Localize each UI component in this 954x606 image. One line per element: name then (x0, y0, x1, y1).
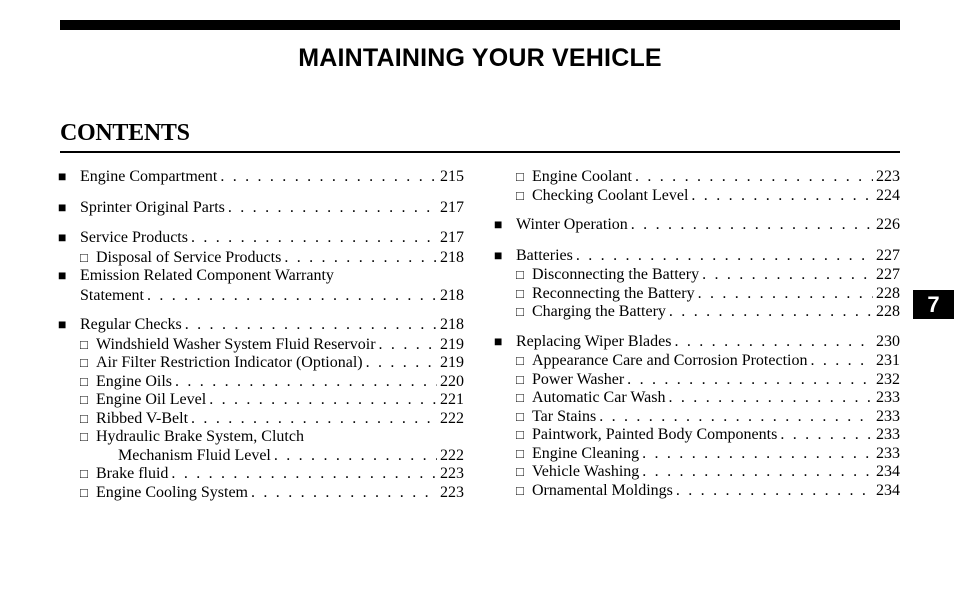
chapter-title: MAINTAINING YOUR VEHICLE (298, 44, 662, 72)
toc-page-number: 234 (876, 481, 900, 499)
dot-leader (627, 371, 873, 390)
toc-entry-label: Service Products (80, 229, 188, 246)
toc-entry-label: Engine Oil Level (96, 391, 207, 408)
toc-entry-label: Appearance Care and Corrosion Protection (532, 352, 808, 369)
toc-page-number: 218 (440, 316, 464, 333)
empty-square-bullet-icon: □ (80, 392, 88, 407)
toc-entry-label: Charging the Battery (532, 303, 666, 320)
dot-leader (669, 303, 873, 322)
toc-entry[interactable] (494, 333, 900, 353)
empty-square-bullet-icon: □ (516, 187, 524, 203)
toc-entry[interactable] (494, 463, 900, 482)
toc-entry-label: Sprinter Original Parts (80, 198, 225, 216)
toc-entry[interactable] (58, 267, 464, 305)
toc-entry-label: Disconnecting the Battery (532, 266, 700, 283)
empty-square-bullet-icon: □ (80, 336, 88, 352)
toc-entry[interactable] (58, 168, 464, 188)
toc-entry-label: Winter Operation (516, 216, 628, 233)
toc-page-number: 224 (876, 186, 900, 204)
filled-square-bullet-icon: ■ (58, 170, 67, 185)
toc-entry[interactable] (494, 389, 900, 408)
dot-leader (147, 287, 437, 306)
toc-entry-label: Batteries (516, 246, 573, 264)
dot-leader (185, 316, 437, 335)
dot-leader (366, 354, 437, 373)
toc-page-number: 223 (440, 483, 464, 501)
toc-entry[interactable] (494, 445, 900, 464)
toc-page-number: 222 (440, 446, 464, 464)
toc-entry[interactable] (494, 303, 900, 322)
toc-entry[interactable] (58, 199, 464, 219)
empty-square-bullet-icon: □ (80, 355, 88, 370)
dot-leader (284, 249, 437, 268)
toc-entry-label: Engine Cooling System (96, 483, 248, 501)
dot-leader (379, 336, 437, 355)
dot-leader (642, 445, 873, 464)
empty-square-bullet-icon: □ (516, 371, 524, 387)
empty-square-bullet-icon: □ (80, 410, 88, 426)
section-tab[interactable]: 7 (913, 290, 954, 319)
toc-entry[interactable] (494, 266, 900, 285)
toc-right-column (494, 168, 900, 500)
toc-entry[interactable] (58, 484, 464, 503)
toc-entry[interactable] (494, 216, 900, 236)
toc-page-number: 223 (440, 465, 464, 482)
toc-entry[interactable] (58, 354, 464, 373)
toc-entry[interactable] (494, 482, 900, 501)
toc-page-number: 233 (876, 444, 900, 462)
toc-left-column (58, 168, 464, 502)
filled-square-bullet-icon: ■ (58, 200, 67, 216)
empty-square-bullet-icon: □ (80, 484, 88, 500)
dot-leader (780, 426, 873, 445)
toc-page-number: 231 (876, 352, 900, 369)
top-rule (60, 20, 900, 30)
toc-entry-label: Engine Cleaning (532, 444, 640, 462)
toc-entry[interactable] (58, 336, 464, 355)
dot-leader (810, 352, 873, 371)
toc-page-number: 233 (876, 389, 900, 406)
toc-entry[interactable] (494, 408, 900, 427)
toc-page-number: 218 (440, 248, 464, 266)
filled-square-bullet-icon: ■ (58, 231, 67, 246)
empty-square-bullet-icon: □ (80, 429, 88, 444)
toc-entry[interactable] (494, 168, 900, 187)
toc-entry-label: Vehicle Washing (532, 463, 640, 480)
filled-square-bullet-icon: ■ (494, 334, 503, 350)
toc-page-number: 226 (876, 216, 900, 233)
contents-heading: CONTENTS (60, 120, 190, 146)
dot-leader (576, 247, 873, 266)
filled-square-bullet-icon: ■ (58, 269, 67, 284)
empty-square-bullet-icon: □ (516, 464, 524, 479)
toc-entry[interactable] (58, 373, 464, 392)
toc-entry[interactable] (58, 316, 464, 336)
toc-entry[interactable] (58, 410, 464, 429)
toc-entry[interactable] (58, 229, 464, 249)
toc-entry[interactable] (494, 426, 900, 445)
dot-leader (274, 447, 437, 466)
dot-leader (175, 373, 437, 392)
filled-square-bullet-icon: ■ (58, 318, 67, 333)
toc-page-number: 222 (440, 409, 464, 427)
toc-page-number: 227 (876, 266, 900, 283)
dot-leader (635, 168, 873, 187)
empty-square-bullet-icon: □ (516, 267, 524, 282)
toc-entry-label: Emission Related Component Warranty (80, 267, 334, 284)
dot-leader (631, 216, 873, 235)
toc-entry-label: Paintwork, Painted Body Components (532, 426, 778, 443)
toc-page-number: 218 (440, 286, 464, 304)
toc-page-number: 215 (440, 168, 464, 185)
dot-leader (669, 389, 874, 408)
dot-leader (674, 333, 873, 352)
toc-entry-label: Ornamental Moldings (532, 481, 673, 499)
dot-leader (698, 285, 873, 304)
toc-entry-label: Reconnecting the Battery (532, 284, 695, 302)
dot-leader (228, 199, 437, 218)
dot-leader (191, 229, 437, 248)
dot-leader (599, 408, 873, 427)
toc-entry-label: Automatic Car Wash (532, 389, 666, 406)
toc-entry[interactable] (58, 428, 464, 465)
empty-square-bullet-icon: □ (80, 466, 88, 481)
toc-entry[interactable] (58, 391, 464, 410)
toc-page-number: 220 (440, 372, 464, 390)
toc-entry-label: Engine Coolant (532, 168, 632, 185)
dot-leader (676, 482, 873, 501)
empty-square-bullet-icon: □ (516, 427, 524, 442)
toc-entry-label: Engine Compartment (80, 168, 218, 185)
toc-entry-label: Air Filter Restriction Indicator (Optional) (96, 354, 363, 371)
empty-square-bullet-icon: □ (516, 390, 524, 405)
dot-leader (702, 266, 873, 285)
toc-entry-label: Tar Stains (532, 407, 597, 425)
dot-leader (220, 168, 437, 187)
toc-entry[interactable] (494, 187, 900, 206)
empty-square-bullet-icon: □ (516, 482, 524, 498)
toc-entry[interactable] (494, 247, 900, 267)
toc-page-number: 227 (876, 246, 900, 264)
toc-entry-label: Windshield Washer System Fluid Reservoir (96, 335, 376, 353)
toc-page-number: 228 (876, 303, 900, 320)
dot-leader (209, 391, 437, 410)
filled-square-bullet-icon: ■ (494, 218, 503, 233)
toc-page-number: 233 (876, 407, 900, 425)
empty-square-bullet-icon: □ (516, 304, 524, 319)
toc-page-number: 219 (440, 354, 464, 371)
empty-square-bullet-icon: □ (516, 169, 524, 184)
toc-entry-label: Brake fluid (96, 465, 169, 482)
toc-entry-label: Hydraulic Brake System, Clutch (96, 428, 304, 445)
toc-page-number: 221 (440, 391, 464, 408)
toc-page-number: 232 (876, 370, 900, 388)
toc-entry-label: Regular Checks (80, 316, 182, 333)
dot-leader (191, 410, 437, 429)
toc-entry[interactable] (494, 285, 900, 304)
toc-entry-label: Replacing Wiper Blades (516, 332, 672, 350)
toc-page-number: 217 (440, 229, 464, 246)
toc-entry-label: Ribbed V-Belt (96, 409, 189, 427)
empty-square-bullet-icon: □ (80, 249, 88, 265)
toc-page-number: 217 (440, 198, 464, 216)
toc-entry[interactable] (494, 352, 900, 371)
toc-entry[interactable] (494, 371, 900, 390)
toc-page-number: 233 (876, 426, 900, 443)
empty-square-bullet-icon: □ (516, 353, 524, 368)
empty-square-bullet-icon: □ (80, 373, 88, 389)
dot-leader (691, 187, 873, 206)
toc-entry[interactable] (58, 249, 464, 268)
filled-square-bullet-icon: ■ (494, 248, 503, 264)
toc-page-number: 230 (876, 332, 900, 350)
toc-entry-label-continued: Mechanism Fluid Level (118, 446, 271, 464)
toc-page-number: 223 (876, 168, 900, 185)
toc-entry-label: Disposal of Service Products (96, 248, 282, 266)
toc-page-number: 234 (876, 463, 900, 480)
toc-page-number: 228 (876, 284, 900, 302)
toc-page-number: 219 (440, 335, 464, 353)
contents-rule (60, 151, 900, 153)
toc-entry-label: Engine Oils (96, 372, 172, 390)
toc-entry-label: Power Washer (532, 370, 625, 388)
toc-entry-label-continued: Statement (80, 286, 144, 304)
empty-square-bullet-icon: □ (516, 285, 524, 301)
dot-leader (251, 484, 437, 503)
dot-leader (642, 463, 873, 482)
empty-square-bullet-icon: □ (516, 408, 524, 424)
empty-square-bullet-icon: □ (516, 445, 524, 461)
dot-leader (171, 465, 437, 484)
toc-entry-label: Checking Coolant Level (532, 186, 689, 204)
toc-entry[interactable] (58, 465, 464, 484)
